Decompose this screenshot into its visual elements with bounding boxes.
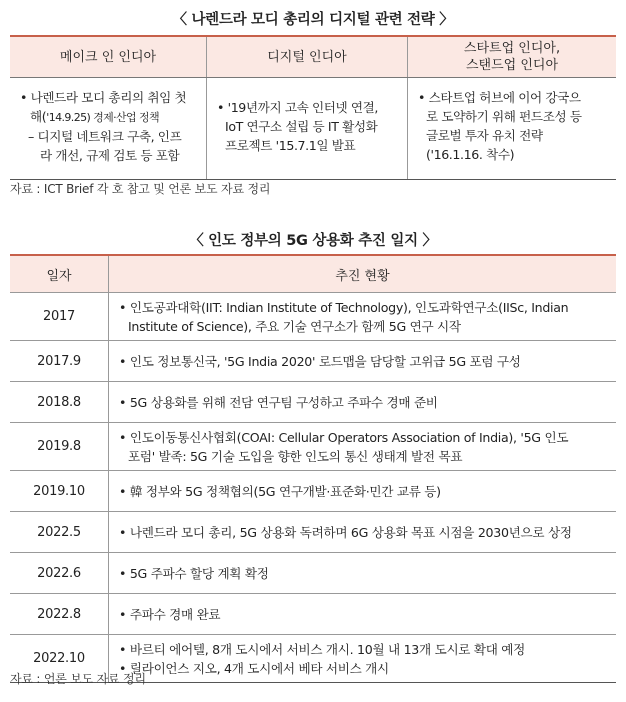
timeline-row	[10, 382, 616, 423]
make-in-india-dash1: – 디지털 네트워크 구축, 인프	[28, 129, 182, 144]
digital-india-line3: 프로젝트 '15.7.1일 발표	[225, 138, 356, 153]
row-date: 2019.10	[10, 471, 109, 512]
strategy-header-row	[10, 36, 616, 78]
row-status	[109, 293, 617, 341]
row-line: • 나렌드라 모디 총리, 5G 상용화 독려하며 6G 상용화 목표 시점을 2030년으로 상정	[119, 524, 572, 540]
row-line: • 5G 주파수 할당 계획 확정	[119, 565, 269, 581]
timeline-header-row	[10, 255, 616, 293]
row-line: • 인도 정보통신국, '5G India 2020' 로드맵을 담당할 고위급 5G 포럼 구성	[119, 353, 521, 369]
row-status	[109, 553, 617, 594]
header-startup-line2: 스탠드업 인디아	[465, 58, 559, 73]
startup-line3: 글로벌 투자 유치 전략	[426, 128, 543, 143]
make-in-india-dash2: 라 개선, 규제 검토 등 포함	[40, 148, 180, 163]
row-line: • 5G 상용화를 위해 전담 연구팀 구성하고 주파수 경매 준비	[119, 394, 438, 410]
timeline-row	[10, 423, 616, 471]
row-date: 2017	[10, 293, 109, 341]
make-in-india-dash	[20, 127, 198, 165]
row-date: 2022.5	[10, 512, 109, 553]
timeline-row	[10, 512, 616, 553]
strategy-title: 〈 나렌드라 모디 총리의 디지털 관련 전략 〉	[172, 12, 454, 28]
strategy-table	[10, 35, 616, 180]
strategy-body-row	[10, 78, 616, 180]
header-date: 일자	[10, 255, 109, 293]
make-in-india-cell	[10, 78, 207, 180]
row-status	[109, 635, 617, 683]
timeline-row	[10, 594, 616, 635]
make-in-india-line1: • 나렌드라 모디 총리의 취임 첫	[20, 90, 187, 105]
row-date: 2022.10	[10, 635, 109, 683]
row-status	[109, 512, 617, 553]
row-line: • 릴라이언스 지오, 4개 도시에서 베타 서비스 개시	[119, 660, 389, 676]
header-startup-india	[408, 36, 617, 78]
timeline-row	[10, 341, 616, 382]
row-line: Institute of Science), 주요 기술 연구소가 함께 5G 연구 시작	[128, 318, 461, 334]
row-date: 2022.8	[10, 594, 109, 635]
timeline-row	[10, 293, 616, 341]
row-date: 2017.9	[10, 341, 109, 382]
header-make-in-india: 메이크 인 인디아	[10, 36, 207, 78]
row-status	[109, 341, 617, 382]
row-date: 2019.8	[10, 423, 109, 471]
startup-india-cell	[408, 78, 617, 180]
timeline-table	[10, 254, 616, 683]
digital-india-cell	[207, 78, 408, 180]
make-in-india-line2b: '14.9.25) 경제·산업 정책	[46, 111, 160, 124]
header-status: 추진 현황	[109, 255, 617, 293]
header-startup-line1: 스타트업 인디아,	[463, 41, 561, 56]
digital-india-line2: IoT 연구소 설립 등 IT 활성화	[225, 119, 378, 134]
row-line: • 韓 정부와 5G 정책협의(5G 연구개발·표준화·민간 교류 등)	[119, 483, 441, 499]
header-digital-india: 디지털 인디아	[207, 36, 408, 78]
row-status	[109, 423, 617, 471]
timeline-row	[10, 471, 616, 512]
row-line: • 인도이동통신사협회(COAI: Cellular Operators Association of India), '5G 인도	[119, 429, 569, 445]
row-status	[109, 594, 617, 635]
startup-line1: • 스타트업 허브에 이어 강국으	[418, 90, 581, 105]
make-in-india-bullet	[20, 88, 198, 127]
startup-line4: ('16.1.16. 착수)	[426, 147, 515, 162]
row-line: 포럼' 발족: 5G 기술 도입을 향한 인도의 통신 생태계 발전 목표	[128, 448, 463, 464]
startup-line2: 로 도약하기 위해 펀드조성 등	[426, 109, 582, 124]
timeline-row	[10, 553, 616, 594]
row-status	[109, 471, 617, 512]
timeline-source: 자료 : 언론 보도 자료 정리	[10, 672, 146, 686]
row-line: • 바르티 에어텔, 8개 도시에서 서비스 개시. 10월 내 13개 도시로 확대 예정	[119, 641, 526, 657]
timeline-title: 〈 인도 정부의 5G 상용화 추진 일지 〉	[189, 233, 437, 249]
row-status	[109, 382, 617, 423]
row-date: 2022.6	[10, 553, 109, 594]
strategy-source: 자료 : ICT Brief 각 호 참고 및 언론 보도 자료 정리	[10, 182, 271, 196]
row-date: 2018.8	[10, 382, 109, 423]
digital-india-line1: • '19년까지 고속 인터넷 연결,	[217, 100, 378, 115]
make-in-india-line2a: 해(	[30, 109, 47, 124]
row-line: • 인도공과대학(IIT: Indian Institute of Technology), 인도과학연구소(IISc, Indian	[119, 299, 569, 315]
row-line: • 주파수 경매 완료	[119, 606, 221, 622]
